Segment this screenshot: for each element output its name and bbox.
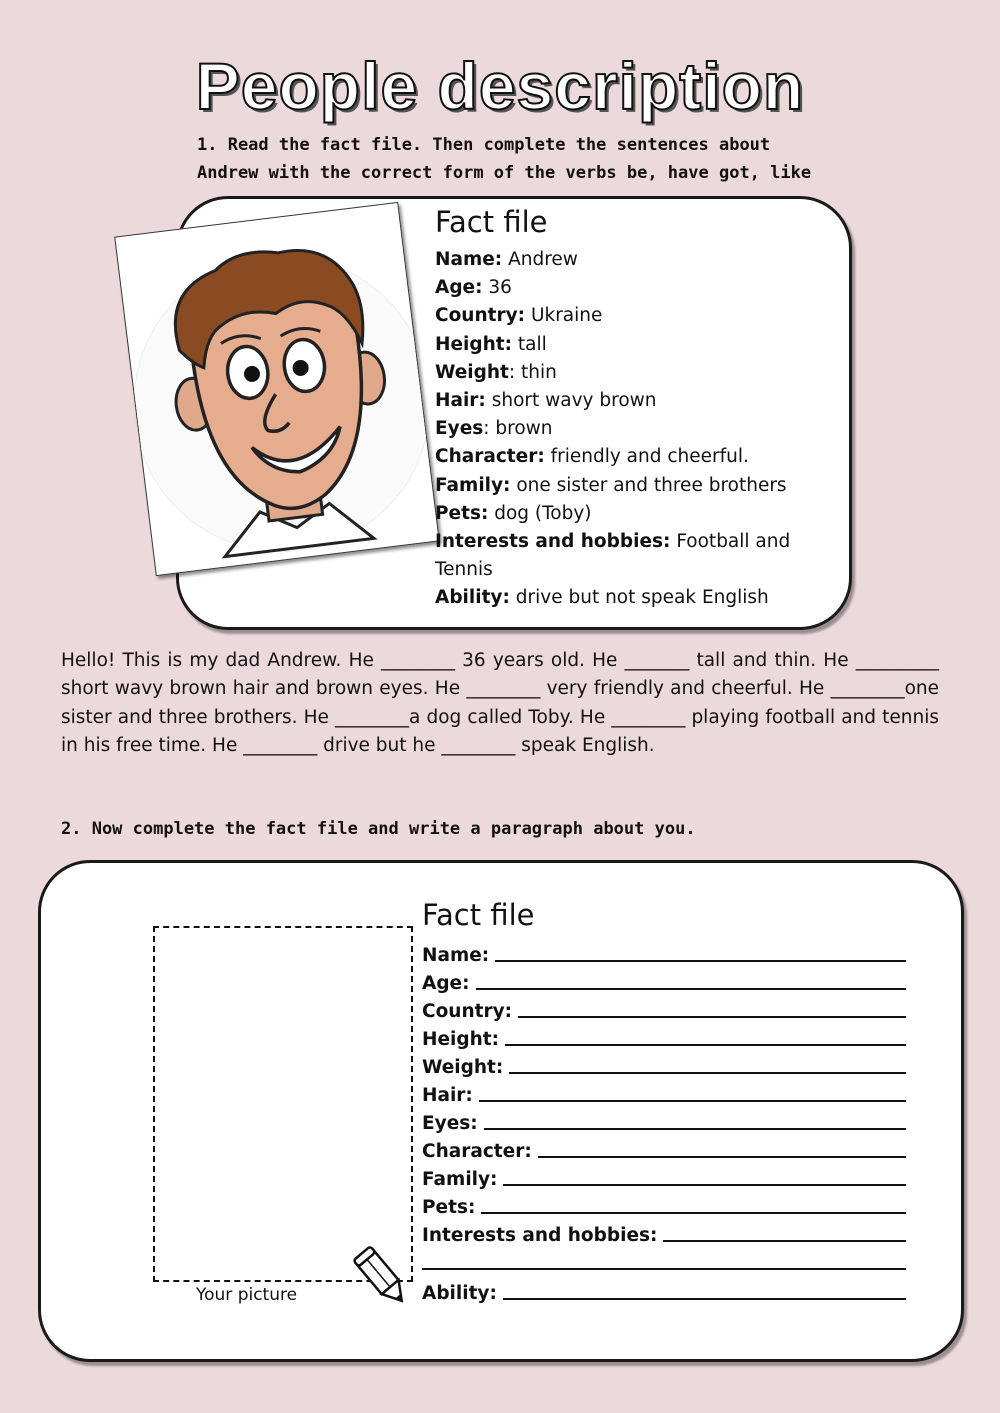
- form-label: Eyes:: [422, 1113, 478, 1134]
- fact-row: [435, 359, 790, 387]
- fact-row: [435, 556, 790, 584]
- fact-label: Character:: [435, 446, 545, 468]
- fact-label: Ability:: [435, 587, 510, 609]
- fact-row: [435, 443, 790, 471]
- blank-fact-file-heading: Fact file: [422, 898, 535, 932]
- answer-line[interactable]: [479, 1100, 906, 1102]
- form-row-character: [422, 1134, 906, 1162]
- form-label: Name:: [422, 945, 490, 966]
- form-row-pets: [422, 1190, 906, 1218]
- form-row-interests: [422, 1218, 906, 1246]
- instruction-2: 2. Now complete the fact file and write a paragraph about you.: [61, 819, 696, 839]
- form-label: Height:: [422, 1029, 500, 1050]
- fact-label: Age:: [435, 277, 483, 299]
- form-row-weight: [422, 1050, 906, 1078]
- instruction-1: [197, 131, 811, 187]
- form-row-age: [422, 966, 906, 994]
- fact-value: : thin: [508, 361, 557, 383]
- form-label: Family:: [422, 1169, 498, 1190]
- fact-value: : brown: [483, 418, 553, 440]
- form-label: Pets:: [422, 1197, 476, 1218]
- fact-row: [435, 584, 790, 612]
- fact-value: Football and: [670, 531, 791, 553]
- fact-row: [435, 331, 790, 359]
- fact-value: Tennis: [435, 559, 493, 581]
- fact-row: [435, 302, 790, 330]
- fact-row: [435, 387, 790, 415]
- fact-label: Name:: [435, 249, 503, 270]
- fact-label: Family:: [435, 474, 511, 496]
- answer-line[interactable]: [495, 960, 906, 962]
- fact-label: Eyes: [435, 418, 484, 440]
- form-row-country: [422, 994, 906, 1022]
- form-row-hair: [422, 1078, 906, 1106]
- fact-file-list: [435, 246, 790, 613]
- fact-value: one sister and three brothers: [510, 474, 787, 496]
- page-title: People description: [195, 49, 805, 123]
- fact-label: Hair:: [435, 390, 486, 412]
- fact-label: Height:: [435, 333, 513, 355]
- fact-label: Pets:: [435, 502, 489, 524]
- form-row-height: [422, 1022, 906, 1050]
- answer-line[interactable]: [505, 1044, 906, 1046]
- fact-file-heading: Fact file: [435, 205, 548, 239]
- answer-line[interactable]: [476, 988, 906, 990]
- form-label: Interests and hobbies:: [422, 1225, 658, 1246]
- fact-value: dog (Toby): [488, 502, 592, 524]
- andrew-photo: [114, 202, 440, 576]
- fact-value: Ukraine: [525, 305, 603, 327]
- form-label: Character:: [422, 1141, 532, 1162]
- answer-line[interactable]: [422, 1268, 906, 1270]
- fact-label: Country:: [435, 305, 526, 327]
- fact-row: [435, 246, 790, 274]
- andrew-face-illustration: [115, 203, 438, 575]
- gap-fill-paragraph: Hello! This is my dad Andrew. He ________ 36 years old. He _______ tall and thin. He _________ short wavy brown hair and brown eyes. He ________ very friendly and cheerful. He ________one sister and three brothers. He ________a dog called Toby. He ________ playing football and tennis in his free time. He ________ drive but he ________ speak English.: [61, 650, 939, 757]
- answer-line[interactable]: [509, 1072, 906, 1074]
- fact-value: tall: [512, 333, 547, 355]
- answer-line[interactable]: [503, 1298, 906, 1300]
- answer-line[interactable]: [503, 1184, 906, 1186]
- fact-label: Weight: [435, 361, 509, 383]
- fact-value: Andrew: [502, 249, 578, 270]
- answer-line[interactable]: [518, 1016, 906, 1018]
- form-row-ability: [422, 1276, 906, 1304]
- pencil-icon: [352, 1238, 422, 1310]
- answer-line[interactable]: [663, 1240, 906, 1242]
- form-label: Weight:: [422, 1057, 504, 1078]
- instruction-1-line-1: 1. Read the fact file. Then complete the sentences about: [197, 135, 771, 155]
- picture-frame[interactable]: [153, 926, 413, 1282]
- fact-label: Interests and hobbies:: [435, 531, 671, 553]
- fact-value: short wavy brown: [485, 390, 657, 412]
- fact-value: drive but not speak English: [509, 587, 769, 609]
- form-label: Country:: [422, 1001, 513, 1022]
- fact-value: friendly and cheerful.: [544, 446, 749, 468]
- instruction-1-line-2: Andrew with the correct form of the verbs be, have got, like: [197, 163, 812, 183]
- form-row-eyes: [422, 1106, 906, 1134]
- fact-row: [435, 472, 790, 500]
- form-row-interests-continued: [422, 1246, 906, 1274]
- answer-line[interactable]: [481, 1212, 906, 1214]
- form-row-family: [422, 1162, 906, 1190]
- answer-line[interactable]: [484, 1128, 906, 1130]
- fact-row: [435, 500, 790, 528]
- form-label: Age:: [422, 973, 470, 994]
- answer-line[interactable]: [538, 1156, 906, 1158]
- fact-row: [435, 415, 790, 443]
- fact-value: 36: [482, 277, 512, 299]
- form-row-name: [422, 938, 906, 966]
- fact-row: [435, 528, 790, 556]
- fact-row: [435, 274, 790, 302]
- form-label: Hair:: [422, 1085, 473, 1106]
- picture-caption: Your picture: [196, 1285, 298, 1305]
- form-label: Ability:: [422, 1283, 497, 1304]
